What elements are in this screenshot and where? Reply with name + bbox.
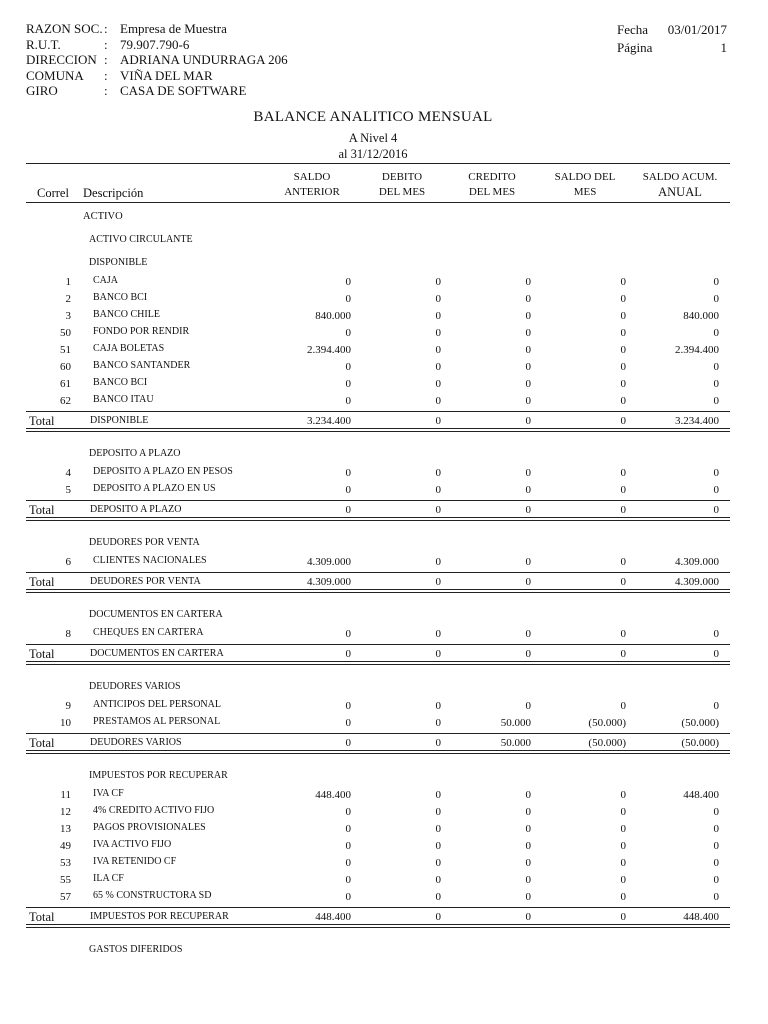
- row-amount: 2.394.400: [675, 344, 719, 356]
- header-line: MES: [573, 186, 597, 198]
- company-row: [26, 68, 288, 84]
- total-amount: (50.000): [588, 737, 626, 749]
- row-amount: 0: [345, 395, 351, 407]
- row-amount: 0: [345, 891, 351, 903]
- field-separator: :: [104, 21, 108, 36]
- row-amount: 0: [345, 467, 351, 479]
- row-amount: 2.394.400: [307, 344, 351, 356]
- total-amount: 0: [345, 648, 351, 660]
- section-heading: ACTIVO: [83, 211, 123, 222]
- row-amount: 0: [525, 556, 531, 568]
- row-amount: 0: [345, 276, 351, 288]
- row-amount: 0: [435, 378, 441, 390]
- total-description: DISPONIBLE: [90, 415, 149, 426]
- column-header-correl: Correl: [37, 186, 69, 200]
- row-amount: 0: [713, 857, 719, 869]
- total-amount: (50.000): [681, 737, 719, 749]
- total-label: Total: [29, 575, 55, 589]
- row-description: CLIENTES NACIONALES: [93, 555, 207, 566]
- total-description: DOCUMENTOS EN CARTERA: [90, 648, 224, 659]
- row-amount: 0: [620, 628, 626, 640]
- row-amount: 0: [345, 700, 351, 712]
- total-rule-top: [26, 733, 730, 734]
- total-amount: 3.234.400: [307, 415, 351, 427]
- row-amount: 0: [620, 823, 626, 835]
- row-amount: 0: [525, 361, 531, 373]
- row-amount: 4.309.000: [307, 556, 351, 568]
- header-line: DEBITO: [381, 171, 423, 183]
- row-description: BANCO SANTANDER: [93, 360, 191, 371]
- row-correl: 62: [60, 395, 71, 407]
- section-heading: DEUDORES POR VENTA: [89, 537, 200, 548]
- row-amount: 0: [620, 556, 626, 568]
- row-amount: 0: [435, 310, 441, 322]
- total-rule-top: [26, 572, 730, 573]
- company-row: [26, 52, 288, 68]
- total-amount: 0: [435, 737, 441, 749]
- header-line: DEL MES: [378, 186, 426, 198]
- row-amount: 0: [620, 378, 626, 390]
- total-amount: 0: [620, 576, 626, 588]
- row-amount: (50.000): [681, 717, 719, 729]
- row-amount: 0: [345, 293, 351, 305]
- row-amount: 0: [435, 857, 441, 869]
- row-description: CHEQUES EN CARTERA: [93, 627, 204, 638]
- row-amount: 0: [713, 891, 719, 903]
- row-correl: 10: [60, 717, 71, 729]
- row-amount: 0: [713, 327, 719, 339]
- total-amount: 0: [620, 911, 626, 923]
- total-label: Total: [29, 503, 55, 517]
- row-amount: 0: [435, 484, 441, 496]
- row-amount: 0: [713, 806, 719, 818]
- row-correl: 13: [60, 823, 71, 835]
- column-header-debito: [362, 170, 442, 200]
- row-description: BANCO BCI: [93, 292, 148, 303]
- row-amount: 0: [620, 467, 626, 479]
- section-heading: DOCUMENTOS EN CARTERA: [89, 609, 223, 620]
- row-description: CAJA BOLETAS: [93, 343, 165, 354]
- row-correl: 60: [60, 361, 71, 373]
- row-correl: 53: [60, 857, 71, 869]
- total-amount: 0: [345, 504, 351, 516]
- row-amount: 0: [525, 344, 531, 356]
- company-row: [26, 21, 288, 37]
- row-amount: (50.000): [588, 717, 626, 729]
- page-row: [617, 39, 727, 57]
- row-amount: 0: [525, 806, 531, 818]
- total-amount: 50.000: [500, 737, 531, 749]
- row-amount: 0: [345, 628, 351, 640]
- report-meta: [617, 21, 727, 57]
- row-amount: 0: [525, 310, 531, 322]
- row-correl: 61: [60, 378, 71, 390]
- report-title: BALANCE ANALITICO MENSUAL: [253, 109, 493, 125]
- row-correl: 2: [65, 293, 71, 305]
- date-label: Fecha: [617, 22, 649, 37]
- row-description: BANCO CHILE: [93, 309, 160, 320]
- row-amount: 0: [345, 806, 351, 818]
- row-amount: 0: [620, 310, 626, 322]
- row-amount: 448.400: [683, 789, 719, 801]
- row-amount: 0: [620, 700, 626, 712]
- section-heading: DEPOSITO A PLAZO: [89, 448, 181, 459]
- column-header-saldo-mes: [545, 170, 625, 200]
- row-amount: 0: [435, 840, 441, 852]
- row-description: 65 % CONSTRUCTORA SD: [93, 890, 212, 901]
- total-label: Total: [29, 736, 55, 750]
- total-amount: 0: [620, 648, 626, 660]
- row-amount: 0: [345, 327, 351, 339]
- row-amount: 0: [620, 891, 626, 903]
- row-amount: 0: [525, 840, 531, 852]
- date-row: [617, 21, 727, 39]
- row-description: IVA ACTIVO FIJO: [93, 839, 172, 850]
- row-description: PRESTAMOS AL PERSONAL: [93, 716, 221, 727]
- company-field-value: ADRIANA UNDURRAGA 206: [120, 52, 288, 67]
- total-rule-bottom: [26, 661, 730, 665]
- total-rule-bottom: [26, 589, 730, 593]
- report-subtitle: A Nivel 4: [348, 131, 398, 145]
- row-amount: 0: [713, 840, 719, 852]
- row-amount: 0: [345, 874, 351, 886]
- total-label: Total: [29, 414, 55, 428]
- row-amount: 0: [525, 378, 531, 390]
- row-amount: 840.000: [683, 310, 719, 322]
- row-amount: 0: [713, 395, 719, 407]
- total-description: DEUDORES POR VENTA: [90, 576, 201, 587]
- row-amount: 0: [435, 717, 441, 729]
- row-amount: 0: [435, 556, 441, 568]
- total-rule-top: [26, 907, 730, 908]
- total-amount: 0: [435, 576, 441, 588]
- row-amount: 0: [713, 378, 719, 390]
- row-amount: 0: [435, 361, 441, 373]
- row-correl: 11: [60, 789, 71, 801]
- total-label: Total: [29, 647, 55, 661]
- row-amount: 0: [620, 344, 626, 356]
- row-amount: 0: [620, 484, 626, 496]
- company-row: [26, 37, 288, 53]
- row-description: BANCO ITAU: [93, 394, 154, 405]
- row-correl: 57: [60, 891, 71, 903]
- total-amount: 448.400: [315, 911, 351, 923]
- total-rule-bottom: [26, 517, 730, 521]
- row-correl: 6: [65, 556, 71, 568]
- total-amount: 3.234.400: [675, 415, 719, 427]
- total-amount: 0: [435, 415, 441, 427]
- row-correl: 3: [65, 310, 71, 322]
- row-amount: 0: [525, 484, 531, 496]
- row-amount: 0: [525, 628, 531, 640]
- page-label: Página: [617, 40, 653, 55]
- header-line: SALDO: [293, 171, 331, 183]
- row-amount: 0: [345, 378, 351, 390]
- row-description: DEPOSITO A PLAZO EN US: [93, 483, 216, 494]
- total-description: DEPOSITO A PLAZO: [90, 504, 182, 515]
- total-amount: 0: [525, 648, 531, 660]
- total-amount: 448.400: [683, 911, 719, 923]
- row-amount: 0: [435, 276, 441, 288]
- row-amount: 0: [435, 789, 441, 801]
- company-info: [26, 21, 288, 99]
- row-correl: 8: [65, 628, 71, 640]
- total-amount: 0: [713, 648, 719, 660]
- row-amount: 0: [435, 293, 441, 305]
- row-amount: 0: [435, 874, 441, 886]
- row-amount: 0: [525, 874, 531, 886]
- header-line: ANTERIOR: [284, 186, 340, 198]
- row-description: 4% CREDITO ACTIVO FIJO: [93, 805, 215, 816]
- row-correl: 4: [65, 467, 71, 479]
- company-field-label: COMUNA: [26, 67, 84, 83]
- row-amount: 0: [525, 700, 531, 712]
- row-amount: 0: [620, 789, 626, 801]
- total-description: DEUDORES VARIOS: [90, 737, 182, 748]
- header-line: ANUAL: [658, 185, 702, 199]
- row-amount: 0: [713, 874, 719, 886]
- header-bottom-rule: [26, 202, 730, 203]
- row-correl: 55: [60, 874, 71, 886]
- row-amount: 0: [435, 823, 441, 835]
- total-amount: 0: [345, 737, 351, 749]
- section-heading: ACTIVO CIRCULANTE: [89, 234, 193, 245]
- date-value: 03/01/2017: [667, 22, 727, 37]
- row-amount: 0: [525, 293, 531, 305]
- row-amount: 0: [345, 823, 351, 835]
- section-heading: IMPUESTOS POR RECUPERAR: [89, 770, 228, 781]
- total-rule-bottom: [26, 924, 730, 928]
- row-amount: 0: [713, 293, 719, 305]
- header-line: SALDO ACUM.: [642, 171, 718, 183]
- total-rule-bottom: [26, 428, 730, 432]
- row-amount: 0: [345, 840, 351, 852]
- company-field-value: Empresa de Muestra: [120, 21, 227, 36]
- field-separator: :: [104, 36, 108, 52]
- row-amount: 0: [620, 857, 626, 869]
- total-amount: 0: [435, 648, 441, 660]
- row-amount: 0: [620, 293, 626, 305]
- field-separator: :: [104, 83, 108, 98]
- row-amount: 0: [620, 361, 626, 373]
- row-amount: 0: [620, 806, 626, 818]
- row-amount: 840.000: [315, 310, 351, 322]
- total-amount: 4.309.000: [307, 576, 351, 588]
- row-amount: 0: [525, 857, 531, 869]
- company-field-label: R.U.T.: [26, 36, 61, 52]
- total-description: IMPUESTOS POR RECUPERAR: [90, 911, 229, 922]
- total-amount: 0: [713, 504, 719, 516]
- row-amount: 448.400: [315, 789, 351, 801]
- row-amount: 0: [713, 467, 719, 479]
- row-correl: 49: [60, 840, 71, 852]
- header-line: DEL MES: [468, 186, 516, 198]
- row-amount: 0: [620, 840, 626, 852]
- total-rule-bottom: [26, 750, 730, 754]
- row-description: BANCO BCI: [93, 377, 148, 388]
- row-correl: 12: [60, 806, 71, 818]
- total-amount: 0: [525, 504, 531, 516]
- total-amount: 0: [525, 576, 531, 588]
- row-correl: 9: [65, 700, 71, 712]
- company-row: [26, 83, 288, 99]
- total-amount: 0: [525, 911, 531, 923]
- row-amount: 0: [525, 395, 531, 407]
- row-amount: 0: [713, 823, 719, 835]
- row-description: IVA RETENIDO CF: [93, 856, 177, 867]
- row-amount: 0: [435, 700, 441, 712]
- row-amount: 0: [620, 276, 626, 288]
- row-amount: 0: [525, 467, 531, 479]
- row-description: FONDO POR RENDIR: [93, 326, 190, 337]
- column-header-credito: [452, 170, 532, 200]
- row-amount: 0: [435, 327, 441, 339]
- row-description: ANTICIPOS DEL PERSONAL: [93, 699, 221, 710]
- row-amount: 0: [713, 628, 719, 640]
- report-date-line: al 31/12/2016: [338, 147, 408, 161]
- total-amount: 0: [525, 415, 531, 427]
- row-amount: 0: [525, 276, 531, 288]
- total-amount: 4.309.000: [675, 576, 719, 588]
- row-amount: 50.000: [500, 717, 531, 729]
- row-amount: 0: [435, 344, 441, 356]
- row-description: IVA CF: [93, 788, 124, 799]
- total-rule-top: [26, 411, 730, 412]
- section-heading: DEUDORES VARIOS: [89, 681, 181, 692]
- total-amount: 0: [435, 504, 441, 516]
- row-description: DEPOSITO A PLAZO EN PESOS: [93, 466, 233, 477]
- row-amount: 0: [525, 891, 531, 903]
- row-amount: 0: [713, 484, 719, 496]
- row-amount: 0: [713, 361, 719, 373]
- row-correl: 1: [65, 276, 71, 288]
- company-field-value: 79.907.790-6: [120, 36, 190, 52]
- total-rule-top: [26, 500, 730, 501]
- row-amount: 0: [435, 395, 441, 407]
- row-amount: 0: [435, 806, 441, 818]
- total-amount: 0: [620, 504, 626, 516]
- total-label: Total: [29, 910, 55, 924]
- field-separator: :: [104, 67, 108, 83]
- total-amount: 0: [435, 911, 441, 923]
- row-amount: 0: [620, 327, 626, 339]
- company-field-value: CASA DE SOFTWARE: [120, 83, 247, 98]
- row-amount: 0: [620, 874, 626, 886]
- row-description: CAJA: [93, 275, 119, 286]
- company-field-value: VIÑA DEL MAR: [120, 67, 213, 83]
- row-amount: 0: [345, 361, 351, 373]
- row-amount: 0: [345, 857, 351, 869]
- column-header-saldo-acum: [635, 170, 725, 200]
- row-amount: 0: [435, 891, 441, 903]
- row-amount: 0: [525, 823, 531, 835]
- total-rule-top: [26, 644, 730, 645]
- row-amount: 0: [345, 484, 351, 496]
- row-amount: 0: [713, 276, 719, 288]
- row-amount: 4.309.000: [675, 556, 719, 568]
- column-header-saldo-anterior: [272, 170, 352, 200]
- row-correl: 51: [60, 344, 71, 356]
- row-correl: 5: [65, 484, 71, 496]
- section-heading: GASTOS DIFERIDOS: [89, 944, 183, 955]
- row-amount: 0: [435, 467, 441, 479]
- field-separator: :: [104, 52, 108, 67]
- row-description: ILA CF: [93, 873, 124, 884]
- header-line: CREDITO: [468, 171, 516, 183]
- row-amount: 0: [525, 327, 531, 339]
- row-description: PAGOS PROVISIONALES: [93, 822, 206, 833]
- row-amount: 0: [620, 395, 626, 407]
- row-amount: 0: [525, 789, 531, 801]
- row-amount: 0: [345, 717, 351, 729]
- row-amount: 0: [713, 700, 719, 712]
- header-top-rule: [26, 163, 730, 164]
- total-amount: 0: [620, 415, 626, 427]
- company-field-label: RAZON SOC.: [26, 21, 103, 36]
- header-line: SALDO DEL: [554, 171, 616, 183]
- column-header-descripcion: Descripción: [83, 186, 144, 200]
- row-amount: 0: [435, 628, 441, 640]
- company-field-label: DIRECCION: [26, 52, 97, 67]
- section-heading: DISPONIBLE: [89, 257, 148, 268]
- company-field-label: GIRO: [26, 83, 58, 98]
- page-number: 1: [720, 40, 727, 55]
- row-correl: 50: [60, 327, 71, 339]
